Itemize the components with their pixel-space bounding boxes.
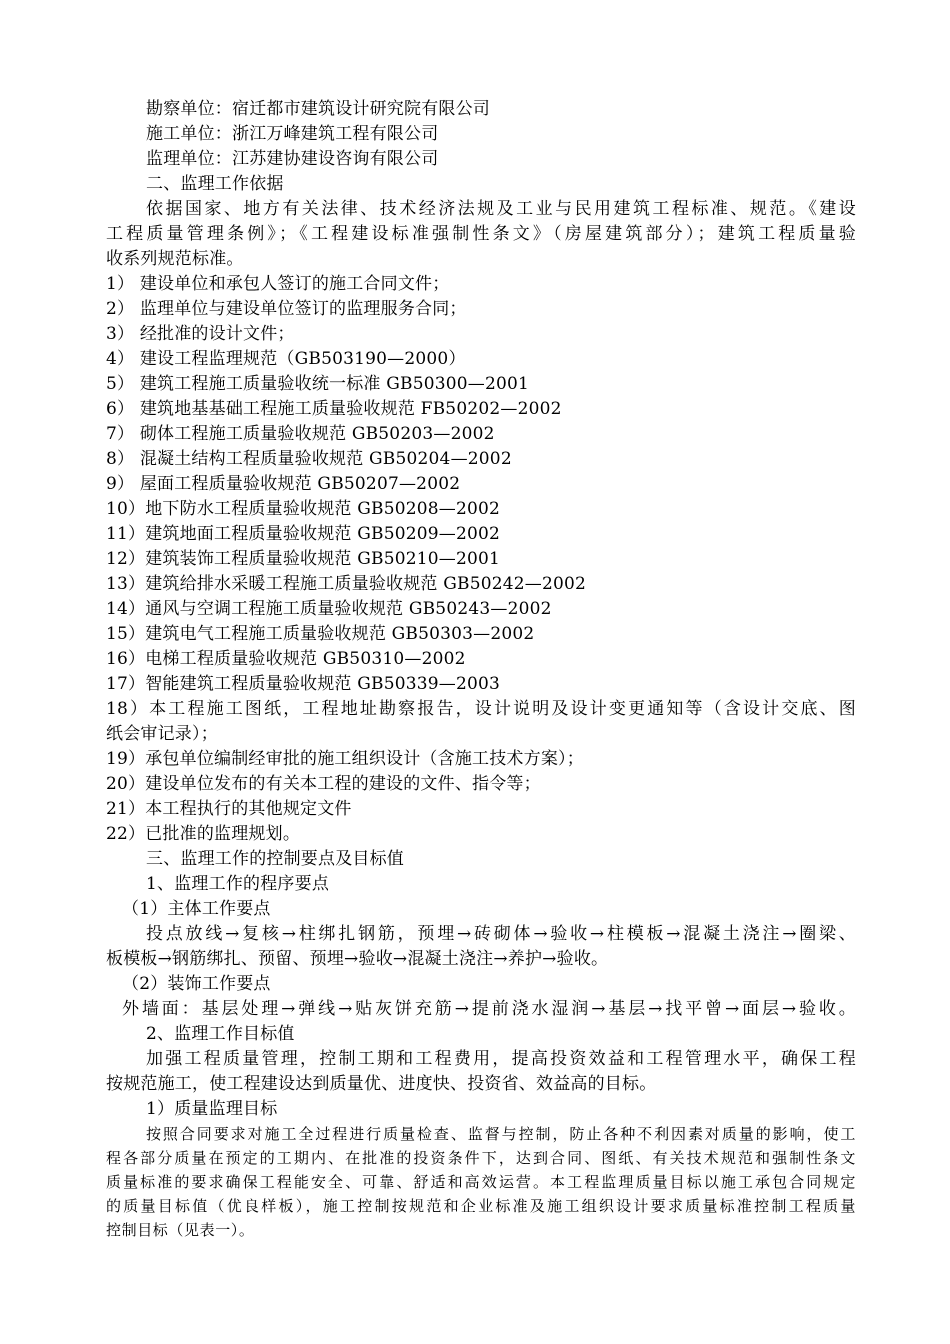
list-item: 8） 混凝土结构工程质量验收规范 GB50204—2002 (106, 449, 512, 469)
paragraph-line: 按规范施工，使工程建设达到质量优、进度快、投资省、效益高的目标。 (106, 1074, 657, 1094)
list-item: 10）地下防水工程质量验收规范 GB50208—2002 (106, 499, 501, 519)
supervision-unit: 监理单位：江苏建协建设咨询有限公司 (146, 149, 439, 169)
list-item: 16）电梯工程质量验收规范 GB50310—2002 (106, 649, 466, 669)
paragraph-line: 控制目标（见表一）。 (106, 1221, 255, 1239)
paragraph-line: 板模板→钢筋绑扎、预留、预埋→验收→混凝土浇注→养护→验收。 (106, 949, 609, 969)
paragraph-line: 程各部分质量在预定的工期内、在批准的投资条件下，达到合同、图纸、有关技术规范和强制性条文 (106, 1149, 856, 1167)
paragraph-line: 外墙面：基层处理→弹线→贴灰饼充筋→提前浇水湿润→基层→找平曾→面层→验收。 (122, 999, 856, 1019)
list-item: 15）建筑电气工程施工质量验收规范 GB50303—2002 (106, 624, 535, 644)
list-item: 4） 建设工程监理规范（GB503190—2000） (106, 349, 466, 369)
subsection-heading: （2）装饰工作要点 (122, 974, 271, 994)
list-item: 1） 建设单位和承包人签订的施工合同文件； (106, 274, 450, 294)
paragraph-line: 质量标准的要求确保工程能安全、可靠、舒适和高效运营。本工程监理质量目标以施工承包合同规定 (106, 1173, 856, 1191)
list-item: 纸会审记录）； (106, 724, 218, 744)
list-item: 3） 经批准的设计文件； (106, 324, 295, 344)
section-heading: 三、监理工作的控制要点及目标值 (146, 849, 404, 869)
section-heading: 二、监理工作依据 (146, 174, 284, 194)
paragraph-line: 依据国家、地方有关法律、技术经济法规及工业与民用建筑工程标准、规范。《建设 (146, 199, 856, 219)
list-item: 22）已批准的监理规划。 (106, 824, 301, 844)
list-item: 14）通风与空调工程施工质量验收规范 GB50243—2002 (106, 599, 552, 619)
list-item: 7） 砌体工程施工质量验收规范 GB50203—2002 (106, 424, 495, 444)
subsection-heading: 1）质量监理目标 (146, 1099, 278, 1119)
list-item: 11）建筑地面工程质量验收规范 GB50209—2002 (106, 524, 501, 544)
list-item: 17）智能建筑工程质量验收规范 GB50339—2003 (106, 674, 501, 694)
paragraph-line: 按照合同要求对施工全过程进行质量检查、监督与控制，防止各种不利因素对质量的影响，使工 (146, 1125, 856, 1143)
list-item: 20）建设单位发布的有关本工程的建设的文件、指令等； (106, 774, 541, 794)
paragraph-line: 加强工程质量管理，控制工期和工程费用，提高投资效益和工程管理水平，确保工程 (146, 1049, 856, 1069)
paragraph-line: 的质量目标值（优良样板），施工控制按规范和企业标准及施工组织设计要求质量标准控制工程质量 (106, 1197, 856, 1215)
list-item: 13）建筑给排水采暖工程施工质量验收规范 GB50242—2002 (106, 574, 587, 594)
list-item: 9） 屋面工程质量验收规范 GB50207—2002 (106, 474, 461, 494)
list-item: 21）本工程执行的其他规定文件 (106, 799, 352, 819)
list-item: 19）承包单位编制经审批的施工组织设计（含施工技术方案）； (106, 749, 584, 769)
construction-unit: 施工单位：浙江万峰建筑工程有限公司 (146, 124, 439, 144)
list-item: 18）本工程施工图纸，工程地址勘察报告，设计说明及设计变更通知等（含设计交底、图 (106, 699, 856, 719)
list-item: 12）建筑装饰工程质量验收规范 GB50210—2001 (106, 549, 501, 569)
paragraph-line: 收系列规范标准。 (106, 249, 244, 269)
paragraph-line: 投点放线→复核→柱绑扎钢筋，预埋→砖砌体→验收→柱模板→混凝土浇注→圈梁、 (146, 924, 856, 944)
list-item: 6） 建筑地基基础工程施工质量验收规范 FB50202—2002 (106, 399, 562, 419)
subsection-heading: 2、监理工作目标值 (146, 1024, 295, 1044)
subsection-heading: （1）主体工作要点 (122, 899, 271, 919)
survey-unit: 勘察单位：宿迁都市建筑设计研究院有限公司 (146, 99, 490, 119)
list-item: 2） 监理单位与建设单位签订的监理服务合同； (106, 299, 467, 319)
subsection-heading: 1、监理工作的程序要点 (146, 874, 330, 894)
paragraph-line: 工程质量管理条例》；《工程建设标准强制性条文》（房屋建筑部分）；建筑工程质量验 (106, 224, 856, 244)
list-item: 5） 建筑工程施工质量验收统一标准 GB50300—2001 (106, 374, 530, 394)
